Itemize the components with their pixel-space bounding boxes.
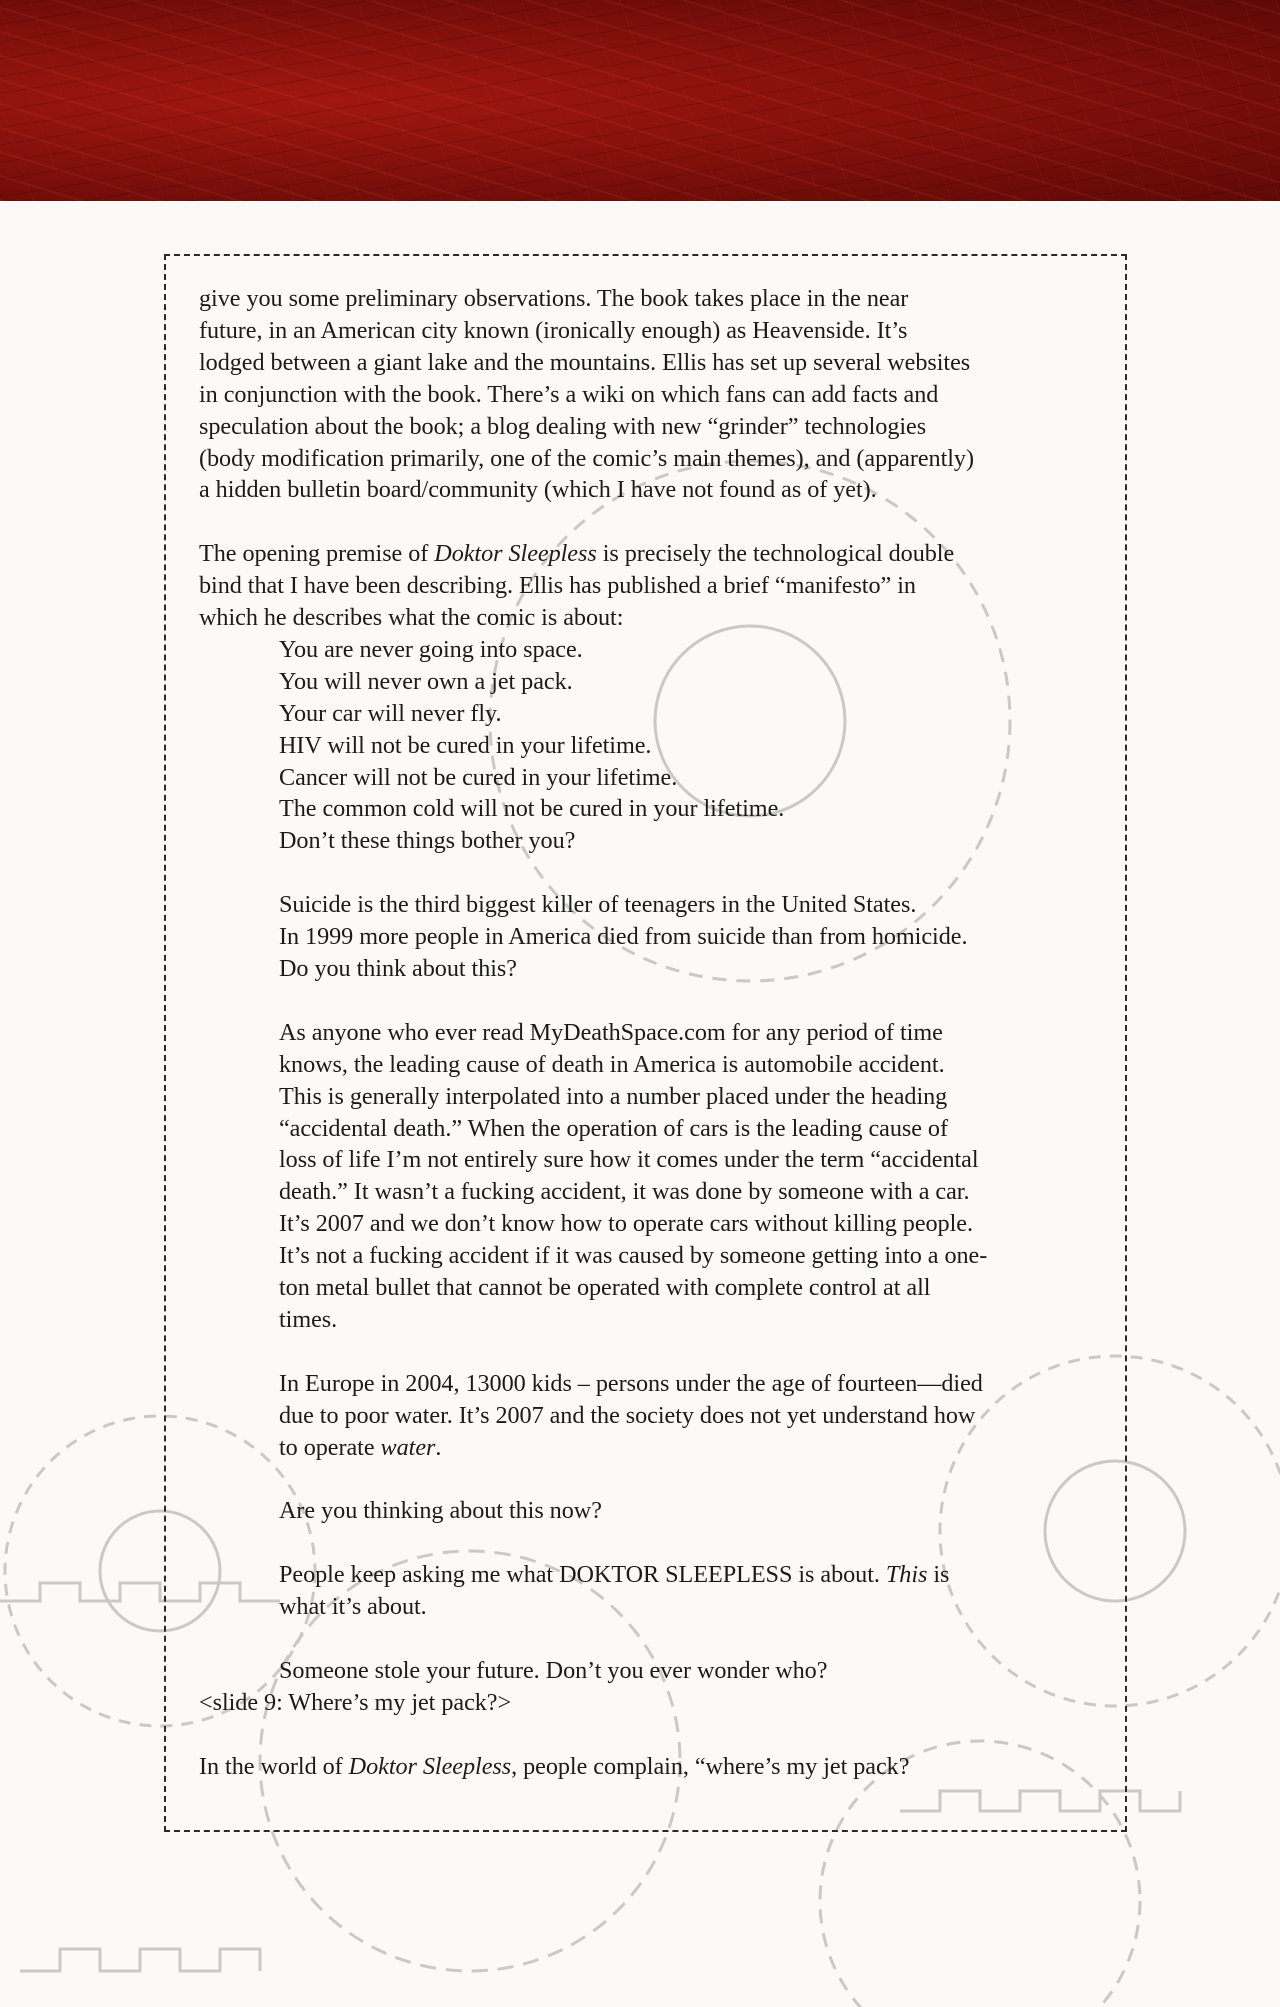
quote-line: ton metal bullet that cannot be operated with complete control at all <box>279 1274 931 1302</box>
slide-reference: <slide 9: Where’s my jet pack?> <box>199 1688 512 1716</box>
quote-line: In 1999 more people in America died from suicide than from homicide. <box>279 923 968 951</box>
text-line: which he describes what the comic is about: <box>199 604 624 632</box>
quote-stanza-about <box>279 1559 1099 1623</box>
text-line: The opening premise of Doktor Sleepless is precisely the technological double <box>199 540 955 568</box>
quote-stanza-cars <box>279 1017 1099 1336</box>
quote-stanza-thinking <box>279 1495 1099 1527</box>
quote-line: Don’t these things bother you? <box>279 827 576 855</box>
quote-stanza-suicide <box>279 889 1099 985</box>
paragraph-world-of-doktor-sleepless: In the world of Doktor Sleepless, people complain, “where’s my jet pack? <box>199 1752 910 1780</box>
book-title: Doktor Sleepless <box>434 540 597 568</box>
quote-line: death.” It wasn’t a fucking accident, it was done by someone with a car. <box>279 1178 970 1206</box>
quote-line: Cancer will not be cured in your lifetime. <box>279 763 678 791</box>
quote-line: It’s not a fucking accident if it was caused by someone getting into a one- <box>279 1242 988 1270</box>
quote-line: People keep asking me what DOKTOR SLEEPLESS is about. This is <box>279 1561 950 1589</box>
document-body <box>199 283 1099 1782</box>
quote-line: to operate water. <box>279 1433 442 1461</box>
paragraph-observations <box>199 283 1099 506</box>
quote-line: knows, the leading cause of death in America is automobile accident. <box>279 1050 945 1078</box>
quote-line: In Europe in 2004, 13000 kids – persons under the age of fourteen—died <box>279 1369 983 1397</box>
text-line: a hidden bulletin board/community (which I have not found as of yet). <box>199 476 877 504</box>
text-line: give you some preliminary observations. The book takes place in the near <box>199 285 909 312</box>
text-line: lodged between a giant lake and the mountains. Ellis has set up several websites <box>199 348 971 376</box>
quote-line: This is generally interpolated into a number placed under the heading <box>279 1082 948 1110</box>
quote-line: You are never going into space. <box>279 635 583 663</box>
quote-line: Someone stole your future. Don’t you ever wonder who? <box>279 1656 828 1684</box>
text-line: future, in an American city known (ironically enough) as Heavenside. It’s <box>199 316 908 344</box>
paragraph-opening-premise <box>199 538 1099 634</box>
manifesto-quote <box>199 634 1099 1687</box>
quote-line: Your car will never fly. <box>279 699 502 727</box>
quote-line: what it’s about. <box>279 1593 427 1621</box>
text-line: speculation about the book; a blog dealing with new “grinder” technologies <box>199 412 927 440</box>
quote-stanza-water <box>279 1368 1099 1464</box>
quote-line: The common cold will not be cured in your lifetime. <box>279 795 785 823</box>
quote-line: Are you thinking about this now? <box>279 1497 602 1525</box>
quote-line: times. <box>279 1305 338 1333</box>
text-line: bind that I have been describing. Ellis has published a brief “manifesto” in <box>199 572 916 600</box>
text-line: (body modification primarily, one of the comic’s main themes), and (apparently) <box>199 444 974 472</box>
quote-stanza-never <box>279 634 1099 857</box>
text-line: in conjunction with the book. There’s a wiki on which fans can add facts and <box>199 380 939 408</box>
book-title: Doktor Sleepless <box>348 1752 512 1780</box>
quote-line: It’s 2007 and we don’t know how to operate cars without killing people. <box>279 1210 973 1238</box>
decorative-header-band <box>0 0 1280 201</box>
quote-line: “accidental death.” When the operation of cars is the leading cause of <box>279 1114 948 1142</box>
quote-line: HIV will not be cured in your lifetime. <box>279 731 652 759</box>
quote-line: loss of life I’m not entirely sure how it comes under the term “accidental <box>279 1146 979 1174</box>
quote-line: due to poor water. It’s 2007 and the society does not yet understand how <box>279 1401 976 1429</box>
quote-line: Do you think about this? <box>279 955 517 982</box>
quote-line: Suicide is the third biggest killer of teenagers in the United States. <box>279 891 917 919</box>
quote-line: As anyone who ever read MyDeathSpace.com for any period of time <box>279 1018 943 1046</box>
quote-line: You will never own a jet pack. <box>279 667 573 695</box>
